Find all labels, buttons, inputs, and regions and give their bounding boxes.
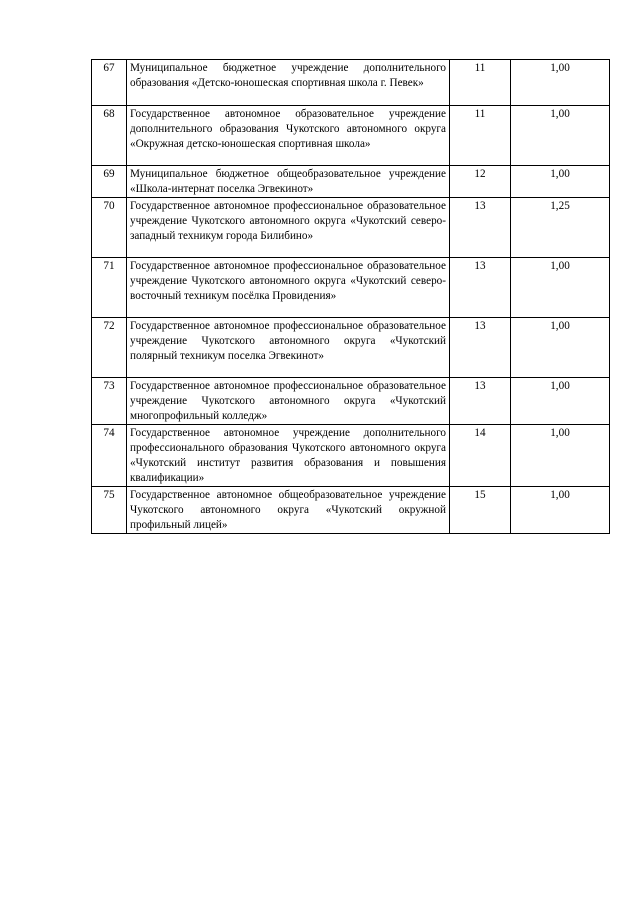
table-row: [92, 425, 610, 487]
institution-name: Государственное автономное профессиональное образовательное учреждение Чукотского автономного округа «Чукотский северо-западный техникум города Билибино»: [127, 198, 450, 258]
table-row: [92, 487, 610, 534]
group-number: 13: [450, 258, 511, 318]
table-row: [92, 258, 610, 318]
coefficient-value: 1,00: [511, 425, 610, 487]
coefficient-value: 1,00: [511, 258, 610, 318]
coefficient-value: 1,00: [511, 318, 610, 378]
institution-name: Муниципальное бюджетное учреждение дополнительного образования «Детско-юношеская спортивная школа г. Певек»: [127, 60, 450, 106]
institution-name: Государственное автономное профессиональное образовательное учреждение Чукотского автономного округа «Чукотский северо-восточный техникум посёлка Провидения»: [127, 258, 450, 318]
group-number: 13: [450, 378, 511, 425]
coefficient-value: 1,00: [511, 166, 610, 198]
table-row: [92, 60, 610, 106]
institution-name: Государственное автономное профессиональное образовательное учреждение Чукотского автономного округа «Чукотский многопрофильный колледж»: [127, 378, 450, 425]
coefficient-value: 1,00: [511, 60, 610, 106]
table-row: [92, 378, 610, 425]
row-number: 75: [92, 487, 127, 534]
row-number: 71: [92, 258, 127, 318]
row-number: 70: [92, 198, 127, 258]
row-number: 74: [92, 425, 127, 487]
coefficient-value: 1,00: [511, 378, 610, 425]
table-row: [92, 198, 610, 258]
table-row: [92, 318, 610, 378]
group-number: 12: [450, 166, 511, 198]
coefficient-value: 1,25: [511, 198, 610, 258]
institution-name: Государственное автономное общеобразовательное учреждение Чукотского автономного округа «Чукотский окружной профильный лицей»: [127, 487, 450, 534]
row-number: 73: [92, 378, 127, 425]
group-number: 11: [450, 106, 511, 166]
table-row: [92, 106, 610, 166]
row-number: 72: [92, 318, 127, 378]
group-number: 15: [450, 487, 511, 534]
institutions-table: [91, 59, 610, 534]
group-number: 11: [450, 60, 511, 106]
coefficient-value: 1,00: [511, 487, 610, 534]
institution-name: Государственное автономное образовательное учреждение дополнительного образования Чукотского автономного округа «Окружная детско-юношеская спортивная школа»: [127, 106, 450, 166]
row-number: 67: [92, 60, 127, 106]
group-number: 13: [450, 318, 511, 378]
institution-name: Государственное автономное учреждение дополнительного профессионального образования Чукотского автономного округа «Чукотский институт развития образования и повышения квалификации»: [127, 425, 450, 487]
group-number: 13: [450, 198, 511, 258]
row-number: 69: [92, 166, 127, 198]
row-number: 68: [92, 106, 127, 166]
group-number: 14: [450, 425, 511, 487]
coefficient-value: 1,00: [511, 106, 610, 166]
institution-name: Государственное автономное профессиональное образовательное учреждение Чукотского автономного округа «Чукотский полярный техникум поселка Эгвекинот»: [127, 318, 450, 378]
table-row: [92, 166, 610, 198]
institution-name: Муниципальное бюджетное общеобразовательное учреждение «Школа-интернат поселка Эгвекинот»: [127, 166, 450, 198]
